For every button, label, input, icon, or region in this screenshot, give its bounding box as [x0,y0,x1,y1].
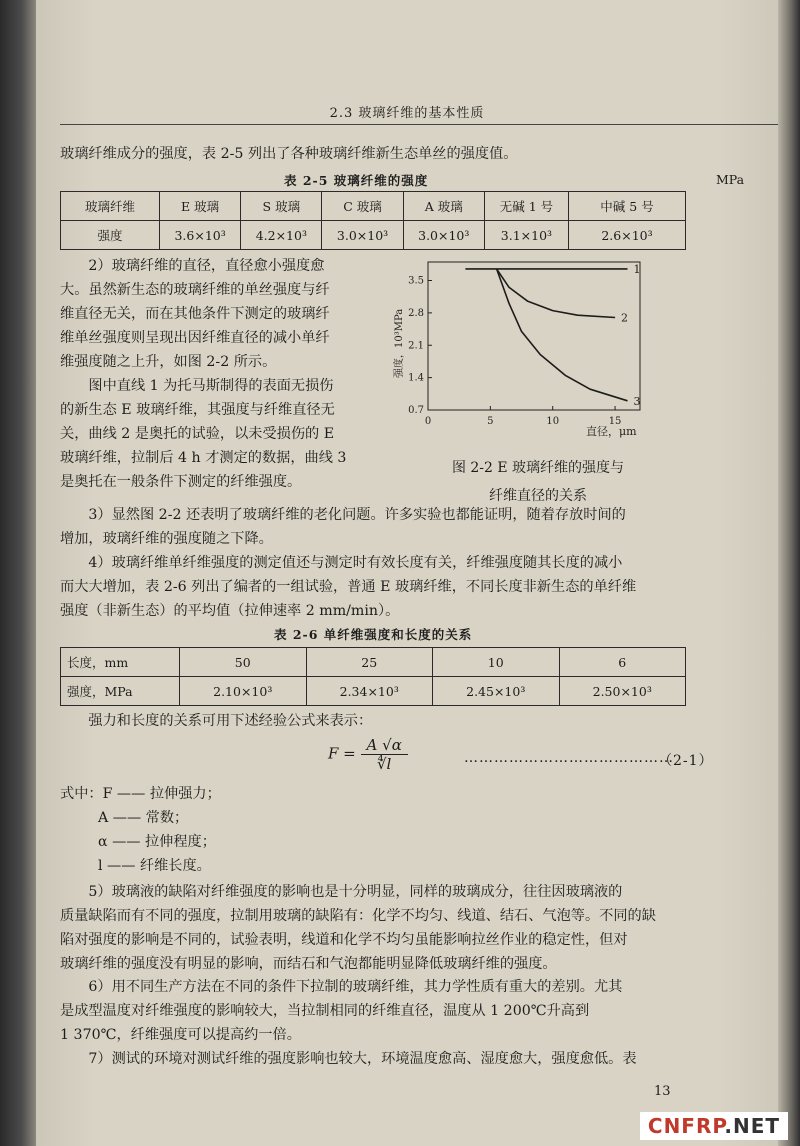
running-head: 2.3 玻璃纤维的基本性质 [329,106,485,121]
table-cell: 25 [306,648,433,677]
formula-fraction [361,736,408,773]
text-line: 玻璃纤维，拉制后 4 h 才测定的数据，曲线 3 [60,450,347,466]
y-axis-label: 强度，10³MPa [394,308,405,378]
paragraph-7 [60,1047,760,1071]
table-cell: 50 [180,648,307,677]
formula-lhs: F = [328,744,356,763]
table-2-5 [60,191,686,250]
where-item: l —— 纤维长度。 [98,858,211,874]
text-line: 的新生态 E 玻璃纤维，其强度与纤维直径无 [60,402,335,418]
text-line: 6）用不同生产方法在不同的条件下拉制的玻璃纤维，其力学性质有重大的差别。尤其 [88,979,623,995]
text-line: 陷对强度的影响是不同的，试验表明，线道和化学不均匀虽能影响拉丝作业的稳定性，但对 [60,932,628,948]
table-cell: 10 [433,648,560,677]
plot-frame [428,262,640,410]
page-number: 13 [654,1084,671,1099]
scan-edge-right [778,0,800,1146]
paragraph-3 [60,503,760,551]
table-cell: 2.45×10³ [433,677,560,706]
table-row [61,192,686,221]
table-cell: 3.0×10³ [403,221,484,250]
y-tick-label: 1.4 [408,372,424,384]
paragraph-4 [60,551,760,623]
table-cell: 4.2×10³ [241,221,322,250]
formula-intro-text: 强力和长度的关系可用下述经验公式来表示： [88,713,373,729]
figure-caption-line: 图 2-2 E 玻璃纤维的强度与 [451,460,625,476]
text-line: 4）玻璃纤维单纤维强度的测定值还与测定时有效长度有关，纤维强度随其长度的减小 [88,555,623,571]
scan-edge-left [0,0,36,1146]
x-tick-label: 0 [424,416,432,427]
text-line: 维直径无关，而在其他条件下测定的玻璃纤 [60,306,330,322]
figure-2-2-chart [386,258,656,448]
curve-label-2: 2 [621,311,629,325]
y-tick-label: 2.1 [408,340,424,352]
text-line: 是成型温度对纤维强度的影响较大，当拉制相同的纤维直径，温度从 1 200℃升高到 [60,1003,590,1019]
table-cell: 2.50×10³ [559,677,686,706]
x-tick-label: 10 [546,416,560,427]
table-cell: 强度 [61,221,160,250]
text-line: 大。虽然新生态的玻璃纤维的单丝强度与纤 [60,282,330,298]
table-2-5-caption: 表 2-5 玻璃纤维的强度 [284,173,429,188]
table-cell: 无碱 1 号 [484,192,568,221]
formula-where-list [60,782,460,878]
x-axis-label: 直径，μm [586,425,637,438]
table-cell: 3.6×10³ [160,221,241,250]
x-tick-label: 15 [608,416,622,427]
table-cell: 中碱 5 号 [569,192,686,221]
book-page [36,0,778,1146]
formula-denominator: ∜l [377,755,392,773]
where-item: α —— 拉伸程度； [98,834,216,850]
table-cell: E 玻璃 [160,192,241,221]
watermark-main: CNFRP [647,1114,725,1138]
formula-leader-dots: …………………………………… [464,750,674,766]
text-line: 而大大增加，表 2-6 列出了编者的一组试验，普通 E 玻璃纤维，不同长度非新生态的单纤维 [60,579,637,595]
x-tick-label: 5 [487,416,494,427]
y-tick-label: 0.7 [408,405,424,416]
text-line: 图中直线 1 为托马斯制得的表面无损伤 [88,378,334,394]
curve-label-1: 1 [633,262,641,276]
table-cell: 2.10×10³ [180,677,307,706]
table-2-6-caption: 表 2-6 单纤维强度和长度的关系 [274,627,473,642]
text-line: 维强度随之上升，如图 2-2 所示。 [60,354,277,370]
text-line: 是奥托在一般条件下测定的纤维强度。 [60,474,302,490]
paragraph-figure-note [60,374,410,494]
where-item-text: F —— 拉伸强力； [102,786,221,802]
formula-numerator: A √α [361,736,408,755]
figure-2-2-caption [408,454,668,510]
curve-3 [497,269,628,401]
text-line: 1 370℃，纤维强度可以提高约一倍。 [60,1027,301,1043]
formula-intro [60,709,760,733]
curve-label-3: 3 [633,394,641,408]
text-line: 维单丝强度则呈现出因纤维直径的减小单纤 [60,330,330,346]
text-line: 强度（非新生态）的平均值（拉伸速率 2 mm/min）。 [60,603,400,619]
table-cell: 6 [559,648,686,677]
y-tick-label: 2.8 [408,307,424,319]
table-cell: 2.34×10³ [306,677,433,706]
table-row [61,221,686,250]
figure-caption-line: 纤维直径的关系 [489,488,587,504]
formula-2-1 [328,736,408,773]
header-rule [60,124,778,125]
watermark-suffix: .NET [724,1114,780,1138]
intro-line: 玻璃纤维成分的强度，表 2-5 列出了各种玻璃纤维新生态单丝的强度值。 [60,146,518,162]
where-prefix: 式中： [60,786,103,802]
text-line: 7）测试的环境对测试纤维的强度影响也较大，环境温度愈高、湿度愈大，强度愈低。表 [88,1051,637,1067]
curve-2 [497,269,615,318]
table-cell: A 玻璃 [403,192,484,221]
text-line: 质量缺陷而有不同的强度，拉制用玻璃的缺陷有：化学不均匀、线道、结石、气泡等。不同的缺 [60,908,656,924]
y-tick-label: 3.5 [408,275,424,287]
paragraph-5 [60,880,760,976]
text-line: 5）玻璃液的缺陷对纤维强度的影响也是十分明显，同样的玻璃成分，往往因玻璃液的 [88,884,623,900]
table-cell: 玻璃纤维 [61,192,160,221]
table-cell: 2.6×10³ [569,221,686,250]
text-line: 关，曲线 2 是奥托的试验，以未受损伤的 E [60,426,335,442]
table-2-5-unit: MPa [716,172,745,187]
text-line: 2）玻璃纤维的直径，直径愈小强度愈 [88,258,325,274]
text-line: 3）显然图 2-2 还表明了玻璃纤维的老化问题。许多实验也都能证明，随着存放时间的 [88,507,626,523]
where-item: A —— 常数； [98,810,189,826]
formula-number: （2-1） [658,753,714,769]
text-line: 玻璃纤维的强度没有明显的影响，而结石和气泡都能明显降低玻璃纤维的强度。 [60,956,557,972]
site-watermark [640,1112,788,1140]
text-line: 增加，玻璃纤维的强度随之下降。 [60,531,273,547]
table-2-6 [60,647,686,706]
table-cell: 强度，MPa [61,677,180,706]
table-cell: 长度，mm [61,648,180,677]
table-cell: C 玻璃 [322,192,403,221]
paragraph-2 [60,254,410,374]
table-cell: 3.1×10³ [484,221,568,250]
table-row [61,648,686,677]
table-cell: 3.0×10³ [322,221,403,250]
where-item [60,782,460,806]
table-cell: S 玻璃 [241,192,322,221]
table-row [61,677,686,706]
paragraph-6 [60,975,760,1047]
